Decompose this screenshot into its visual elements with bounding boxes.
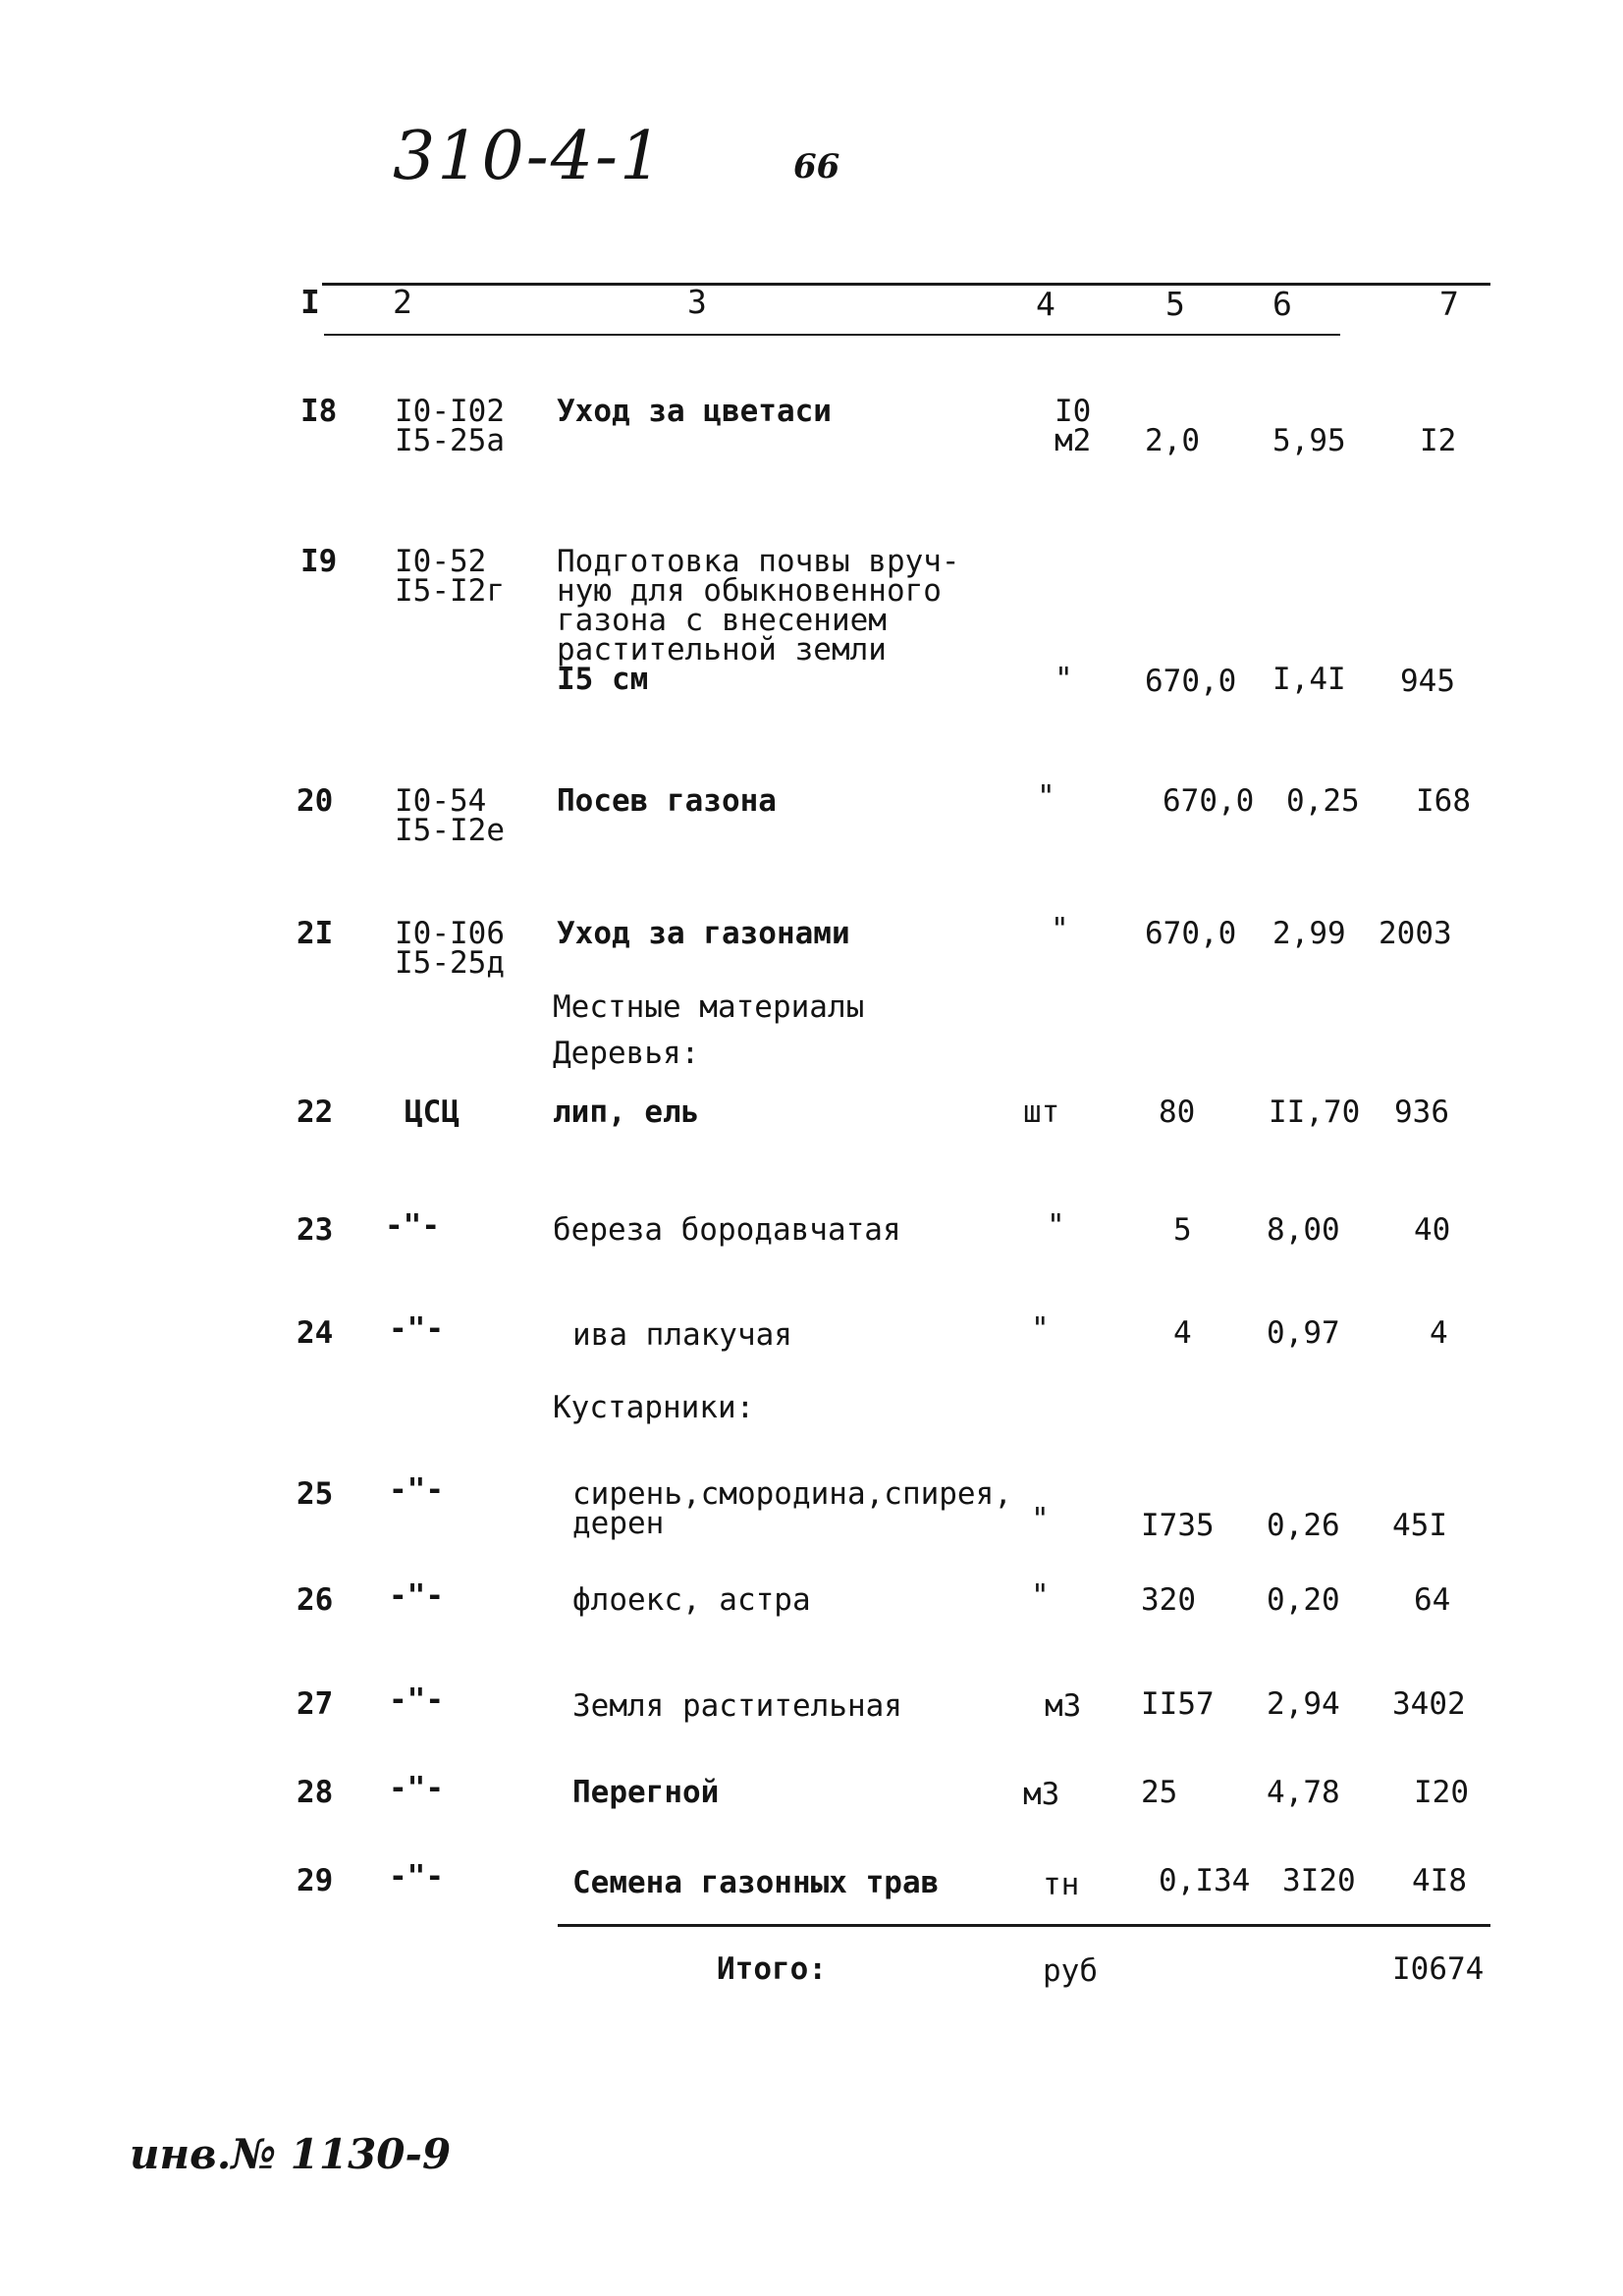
row-price: I,4I xyxy=(1272,662,1346,697)
row-total: 64 xyxy=(1414,1582,1451,1618)
row-quantity: II57 xyxy=(1141,1686,1215,1722)
row-price: 0,26 xyxy=(1267,1508,1340,1543)
row-price: 5,95 xyxy=(1272,423,1346,458)
row-description: ива плакучая xyxy=(572,1317,792,1353)
row-price: 8,00 xyxy=(1267,1212,1340,1248)
row-total: I2 xyxy=(1420,423,1457,458)
row-code-1: -"- xyxy=(389,1472,444,1508)
row-price: 3I20 xyxy=(1282,1863,1356,1898)
column-header-6: 6 xyxy=(1272,285,1292,323)
row-number: 20 xyxy=(297,783,334,819)
row-price: 4,78 xyxy=(1267,1775,1340,1810)
row-unit: " xyxy=(1031,1502,1050,1537)
row-number: I8 xyxy=(300,394,338,429)
row-code-1: I0-52 xyxy=(395,544,487,579)
row-description: сирень,смородина,спирея, xyxy=(572,1476,1012,1512)
row-code-1: -"- xyxy=(389,1311,444,1347)
row-code-1: I0-I02 xyxy=(395,394,505,429)
row-total: 40 xyxy=(1414,1212,1451,1248)
row-number: 2I xyxy=(297,916,334,951)
row-unit: шт xyxy=(1023,1095,1060,1130)
row-total: 2003 xyxy=(1379,916,1452,951)
row-unit: " xyxy=(1051,912,1069,947)
row-description: Подготовка почвы вруч- xyxy=(557,544,960,579)
row-code-2: I5-25д xyxy=(395,945,505,981)
row-code-2: I5-25a xyxy=(395,423,505,458)
total-value: I0674 xyxy=(1392,1951,1485,1987)
inventory-number: инв.№ 1130-9 xyxy=(130,2130,452,2178)
row-code-1: -"- xyxy=(389,1771,444,1806)
row-code-1: -"- xyxy=(389,1682,444,1718)
row-number: 22 xyxy=(297,1095,334,1130)
column-header-1: I xyxy=(300,283,320,321)
table-header-rule xyxy=(324,334,1340,336)
row-unit-2: м2 xyxy=(1055,423,1092,458)
row-description: Уход за газонами xyxy=(557,916,850,951)
row-description: дерен xyxy=(572,1506,665,1541)
row-price: 2,99 xyxy=(1272,916,1346,951)
section-local-materials: Местные материалы xyxy=(553,989,865,1025)
row-quantity: 4 xyxy=(1173,1315,1192,1351)
total-rule xyxy=(558,1924,1490,1927)
row-code-1: -"- xyxy=(385,1208,440,1244)
row-total: 936 xyxy=(1394,1095,1449,1130)
row-total: 4 xyxy=(1430,1315,1448,1351)
row-unit: тн xyxy=(1043,1867,1080,1902)
row-price: 0,20 xyxy=(1267,1582,1340,1618)
row-quantity: 320 xyxy=(1141,1582,1196,1618)
row-description: растительной земли xyxy=(557,632,887,667)
row-unit: " xyxy=(1055,662,1073,697)
total-unit: руб xyxy=(1043,1953,1098,1989)
page-number: 66 xyxy=(793,147,840,187)
row-total: 45I xyxy=(1392,1508,1447,1543)
row-description: Посев газона xyxy=(557,783,777,819)
column-header-3: 3 xyxy=(687,283,707,321)
row-unit: " xyxy=(1037,779,1055,815)
row-code-2: I5-I2г xyxy=(395,573,505,609)
section-shrubs: Кустарники: xyxy=(553,1390,755,1425)
row-code-2: I5-I2е xyxy=(395,813,505,848)
row-price: 2,94 xyxy=(1267,1686,1340,1722)
row-total: I68 xyxy=(1416,783,1471,819)
row-total: 945 xyxy=(1400,664,1455,699)
section-trees: Деревья: xyxy=(553,1036,700,1071)
row-quantity: 670,0 xyxy=(1145,916,1237,951)
row-description: флоекс, астра xyxy=(572,1582,811,1618)
row-description: Перегной xyxy=(572,1775,720,1810)
row-quantity: 80 xyxy=(1159,1095,1196,1130)
row-code-1: -"- xyxy=(389,1859,444,1895)
total-label: Итого: xyxy=(717,1951,827,1987)
row-unit: " xyxy=(1047,1208,1065,1244)
column-header-7: 7 xyxy=(1439,285,1459,323)
row-quantity: 670,0 xyxy=(1145,664,1237,699)
row-total: 4I8 xyxy=(1412,1863,1467,1898)
row-description: лип, ель xyxy=(553,1095,700,1130)
row-quantity: 2,0 xyxy=(1145,423,1200,458)
row-number: 29 xyxy=(297,1863,334,1898)
row-total: 3402 xyxy=(1392,1686,1466,1722)
row-code-1: I0-54 xyxy=(395,783,487,819)
row-description: Уход за цветаси xyxy=(557,394,832,429)
row-description: Семена газонных трав xyxy=(572,1865,940,1900)
row-unit: I0 xyxy=(1055,394,1092,429)
row-price: 0,97 xyxy=(1267,1315,1340,1351)
table-top-rule xyxy=(322,283,1490,286)
row-description: Земля растительная xyxy=(572,1688,902,1724)
column-header-5: 5 xyxy=(1165,285,1185,323)
column-header-4: 4 xyxy=(1036,285,1055,323)
row-number: 23 xyxy=(297,1212,334,1248)
row-quantity: 25 xyxy=(1141,1775,1178,1810)
row-quantity: 0,I34 xyxy=(1159,1863,1251,1898)
row-number: 26 xyxy=(297,1582,334,1618)
row-price: II,70 xyxy=(1269,1095,1361,1130)
document-code: 310-4-1 xyxy=(393,118,665,195)
row-description: I5 см xyxy=(557,662,649,697)
row-total: I20 xyxy=(1414,1775,1469,1810)
row-quantity: 670,0 xyxy=(1163,783,1255,819)
row-number: I9 xyxy=(300,544,338,579)
row-number: 27 xyxy=(297,1686,334,1722)
row-quantity: I735 xyxy=(1141,1508,1215,1543)
row-price: 0,25 xyxy=(1286,783,1360,819)
row-code-1: I0-I06 xyxy=(395,916,505,951)
row-number: 24 xyxy=(297,1315,334,1351)
row-number: 28 xyxy=(297,1775,334,1810)
row-unit: " xyxy=(1031,1578,1050,1614)
row-description: ную для обыкновенного xyxy=(557,573,942,609)
column-header-2: 2 xyxy=(393,283,412,321)
row-description: газона с внесением xyxy=(557,603,887,638)
row-unit: " xyxy=(1031,1311,1050,1347)
row-unit: м3 xyxy=(1023,1777,1060,1812)
row-description: береза бородавчатая xyxy=(553,1212,901,1248)
row-number: 25 xyxy=(297,1476,334,1512)
row-code-1: -"- xyxy=(389,1578,444,1614)
row-code-1: ЦСЦ xyxy=(405,1095,460,1130)
row-unit: м3 xyxy=(1045,1688,1082,1724)
row-quantity: 5 xyxy=(1173,1212,1192,1248)
